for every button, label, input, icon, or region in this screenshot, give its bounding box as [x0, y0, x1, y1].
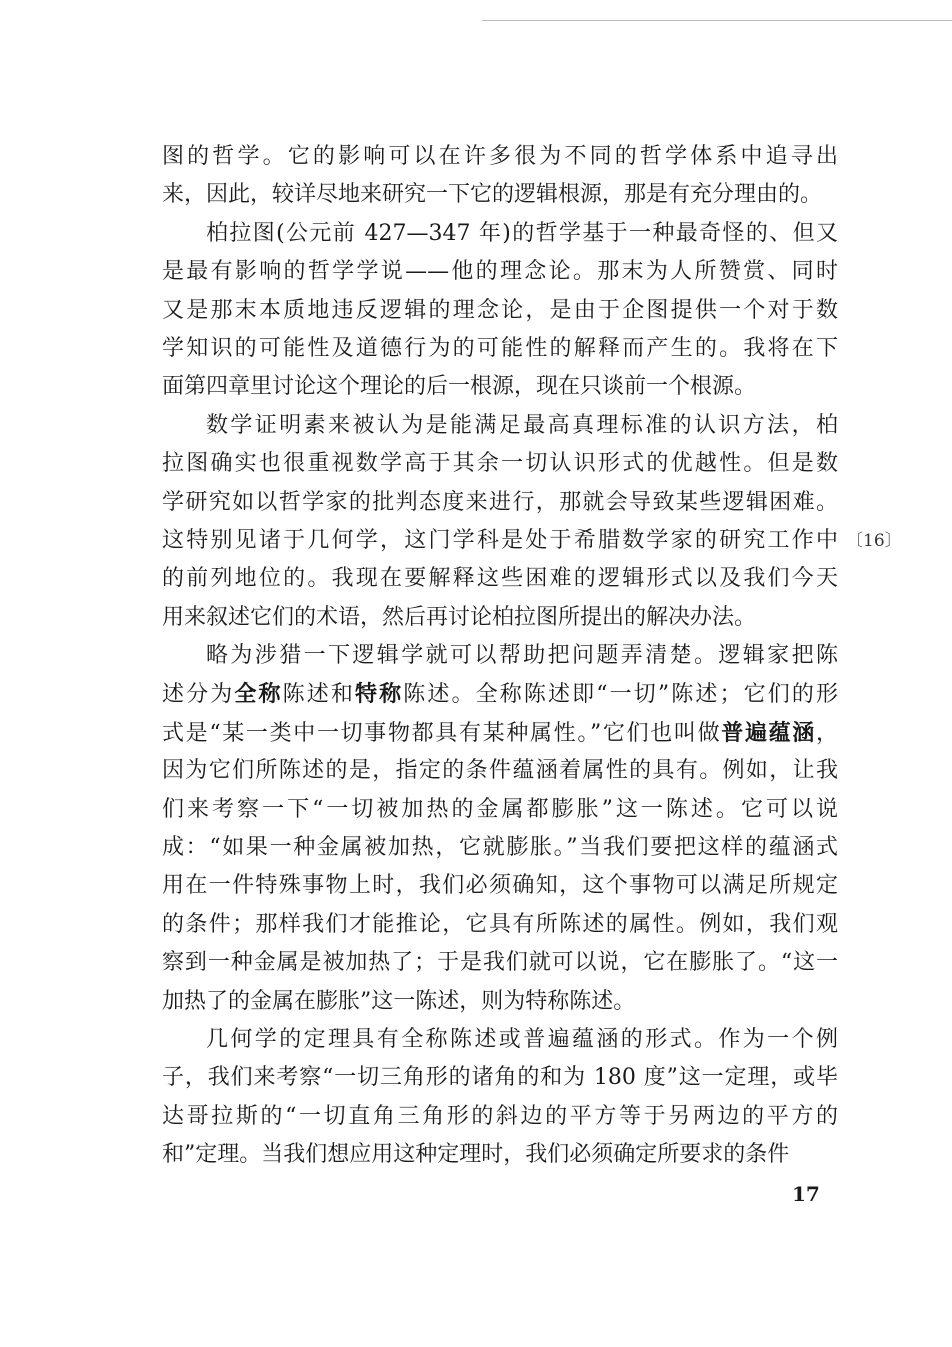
text-line — [162, 1136, 838, 1174]
text-line — [162, 522, 838, 560]
text-line — [162, 829, 838, 867]
text-line — [162, 1098, 838, 1136]
margin-page-reference: 〔16〕 — [846, 531, 902, 551]
text-line — [162, 1021, 838, 1059]
top-rule — [482, 20, 952, 21]
text-run: 述分为 — [162, 682, 235, 708]
text-line — [162, 599, 838, 637]
text-line — [162, 675, 838, 713]
text-run: 式是“某一类中一切事物都具有某种属性。”它们也叫做 — [162, 720, 722, 746]
bold-term: 特称 — [355, 681, 404, 708]
text-run: 数学证明素来被认为是能满足最高真理标准的认识方法，柏 — [206, 412, 838, 438]
bold-term: 全称 — [234, 681, 283, 708]
text-run: 拉图确实也很重视数学高于其余一切认识形式的优越性。但是数 — [162, 451, 838, 477]
text-line — [162, 176, 838, 214]
text-run: 来，因此，较详尽地来研究一下它的逻辑根源，那是有充分理由的。 — [162, 182, 823, 208]
text-run: 用来叙述它们的术语，然后再讨论柏拉图所提出的解决办法。 — [162, 604, 757, 630]
text-line — [162, 445, 838, 483]
text-run: 察到一种金属是被加热了；于是我们就可以说，它在膨胀了。“这一 — [162, 950, 838, 976]
text-line — [162, 368, 838, 406]
text-line — [162, 330, 838, 368]
text-line — [162, 138, 838, 176]
text-line — [162, 944, 838, 982]
text-line — [162, 1059, 838, 1097]
text-run: 陈述。全称陈述即“一切”陈述；它们的形 — [403, 682, 838, 708]
text-run: 因为它们所陈述的是，指定的条件蕴涵着属性的具有。例如，让我 — [162, 758, 838, 784]
text-run: 用在一件特殊事物上时，我们必须确知，这个事物可以满足所规定 — [162, 873, 838, 899]
text-run: 们来考察一下“一切被加热的金属都膨胀”这一陈述。它可以说 — [162, 796, 838, 822]
text-run: 陈述和 — [282, 682, 355, 708]
text-line — [162, 560, 838, 598]
text-line — [162, 983, 838, 1021]
text-line — [162, 752, 838, 790]
text-run: 柏拉图(公元前 427—347 年)的哲学基于一种最奇怪的、但又 — [206, 220, 838, 246]
text-run: 略为涉猎一下逻辑学就可以帮助把问题弄清楚。逻辑家把陈 — [206, 643, 838, 669]
text-line — [162, 215, 838, 253]
text-run: 面第四章里讨论这个理论的后一根源，现在只谈前一个根源。 — [162, 374, 757, 400]
text-line — [162, 637, 838, 675]
text-run: 成：“如果一种金属被加热，它就膨胀。”当我们要把这样的蕴涵式 — [162, 835, 838, 861]
text-line — [162, 791, 838, 829]
text-run: 达哥拉斯的“一切直角三角形的斜边的平方等于另两边的平方的 — [162, 1103, 838, 1129]
text-run: 和”定理。当我们想应用这种定理时，我们必须确定所要求的条件 — [162, 1142, 790, 1168]
text-run: 的前列地位的。我现在要解释这些困难的逻辑形式以及我们今天 — [162, 566, 838, 592]
text-line — [162, 867, 838, 905]
text-line — [162, 906, 838, 944]
text-run: 加热了的金属在膨胀”这一陈述，则为特称陈述。 — [162, 988, 636, 1014]
text-line — [162, 292, 838, 330]
text-line — [162, 484, 838, 522]
text-run: 子，我们来考察“一切三角形的诸角的和为 180 度”这一定理，或毕 — [162, 1065, 838, 1091]
text-run: 学知识的可能性及道德行为的可能性的解释而产生的。我将在下 — [162, 335, 838, 361]
text-run: 学研究如以哲学家的批判态度来进行，那就会导致某些逻辑困难。 — [162, 489, 838, 515]
text-line — [162, 407, 838, 445]
body-text — [162, 138, 838, 1175]
text-run: 的条件；那样我们才能推论，它具有所陈述的属性。例如，我们观 — [162, 911, 838, 937]
text-run: 又是那末本质地违反逻辑的理念论，是由于企图提供一个对于数 — [162, 297, 838, 323]
text-run: 是最有影响的哲学学说——他的理念论。那末为人所赞赏、同时 — [162, 259, 838, 285]
text-run: ， — [815, 720, 838, 746]
text-line — [162, 714, 838, 752]
text-run: 这特别见诸于几何学，这门学科是处于希腊数学家的研究工作中 — [162, 527, 838, 553]
page-number: 17 — [792, 1182, 820, 1206]
text-run: 几何学的定理具有全称陈述或普遍蕴涵的形式。作为一个例 — [206, 1026, 838, 1052]
text-line — [162, 253, 838, 291]
text-run: 图的哲学。它的影响可以在许多很为不同的哲学体系中追寻出 — [162, 144, 838, 169]
bold-term: 普遍蕴涵 — [721, 719, 816, 746]
